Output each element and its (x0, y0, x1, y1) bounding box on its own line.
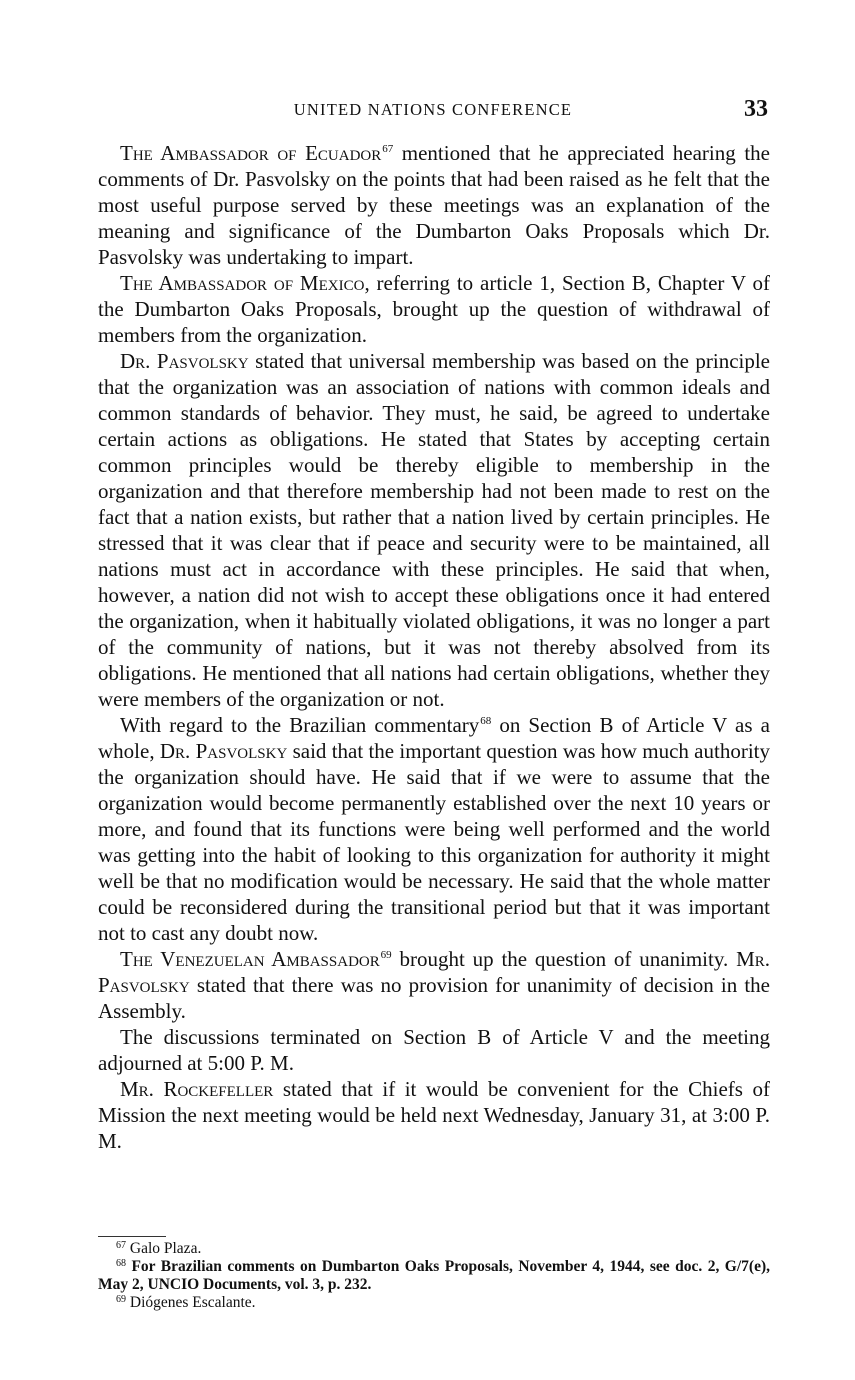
footnote-divider (98, 1236, 166, 1237)
paragraph-text: said that the important question was how much authority the organization should have. He said that if we were to assume that the organization would become permanently established over the next 10 years or more, and found that its functions were being well performed and the world was getting into the habit of looking to this organization for authority it might well be that no modification would be necessary. He said that the whole matter could be reconsidered during the transitional period but that it was important not to cast any doubt now. (98, 739, 770, 945)
paragraph-text: With regard to the Brazilian commentary (120, 713, 480, 737)
paragraph-ecuador (98, 140, 770, 270)
paragraph-text: , referring to article 1, Section B, Chapter V of the Dumbarton Oaks Proposals, brought up the question of withdrawal of members from the organization. (98, 271, 770, 347)
paragraph-text: brought up the question of unanimity. (391, 947, 737, 971)
paragraph-text: mentioned that he appreciated hearing the comments of Dr. Pasvolsky on the points that had been raised as he felt that the most useful purpose served by these meetings was an explanation of the meaning and significance of the Dumbarton Oaks Proposals which Dr. Pasvolsky was undertaking to impart. (98, 141, 770, 269)
footnote-68 (98, 1258, 770, 1294)
speaker-name: Mr. Pasvolsky (98, 947, 770, 997)
footnotes (98, 1240, 770, 1312)
footnote-69 (98, 1294, 770, 1312)
page-number: 33 (744, 96, 768, 122)
paragraph-text: on Section B of Article V as a whole, (98, 713, 770, 763)
footnote-number: 69 (116, 1294, 126, 1305)
footnote-number: 68 (116, 1258, 126, 1269)
footnote-ref: 69 (380, 949, 392, 961)
paragraph-mexico (98, 270, 770, 348)
paragraph-rockefeller (98, 1076, 770, 1154)
speaker-name: The Ambassador of Mexico (120, 271, 365, 295)
footnote-ref: 67 (382, 143, 394, 155)
footnote-text: Galo Plaza. (129, 1240, 202, 1257)
paragraph-brazilian-commentary (98, 712, 770, 946)
paragraph-venezuela (98, 946, 770, 1024)
running-title: UNITED NATIONS CONFERENCE (293, 100, 573, 119)
speaker-name: Dr. Pasvolsky (120, 349, 249, 373)
speaker-name: The Ambassador of Ecuador (120, 141, 382, 165)
paragraph-text: stated that there was no provision for unanimity of decision in the Assembly. (98, 973, 770, 1023)
running-head (98, 96, 768, 126)
body-text (98, 140, 770, 1154)
paragraph-text: The discussions terminated on Section B of Article V and the meeting adjourned at 5:00 P. M. (98, 1025, 770, 1075)
footnote-text: Diógenes Escalante. (129, 1294, 256, 1311)
paragraph-text: stated that if it would be convenient for the Chiefs of Mission the next meeting would be held next Wednesday, January 31, at 3:00 P. M. (98, 1077, 770, 1153)
paragraph-adjournment (98, 1024, 770, 1076)
footnote-ref: 68 (480, 715, 492, 727)
paragraph-pasvolsky-membership (98, 348, 770, 712)
footnote-number: 67 (116, 1240, 126, 1251)
speaker-name: Mr. Rockefeller (120, 1077, 274, 1101)
speaker-name: Dr. Pasvolsky (159, 739, 288, 763)
speaker-name: The Venezuelan Ambassador (120, 947, 380, 971)
footnote-text: For Brazilian comments on Dumbarton Oaks Proposals, November 4, 1944, see doc. 2, G/7(e), May 2, UNCIO Documents, vol. 3, p. 232. (98, 1258, 770, 1293)
footnote-67 (98, 1240, 770, 1258)
paragraph-text: stated that universal membership was based on the principle that the organization was an association of nations with common ideals and common standards of behavior. They must, he said, be agreed to undertake certain actions as obligations. He stated that States by accepting certain common principles would be thereby eligible to membership in the organization and that therefore membership had not been made to rest on the fact that a nation exists, but rather that a nation lived by certain principles. He stressed that it was clear that if peace and security were to be maintained, all nations must act in accordance with these principles. He said that when, however, a nation did not wish to accept these obligations once it had entered the organization, when it habitually violated obligations, it was no longer a part of the community of nations, but it was not thereby absolved from its obligations. He mentioned that all nations had certain obligations, whether they were members of the organization or not. (98, 349, 771, 711)
